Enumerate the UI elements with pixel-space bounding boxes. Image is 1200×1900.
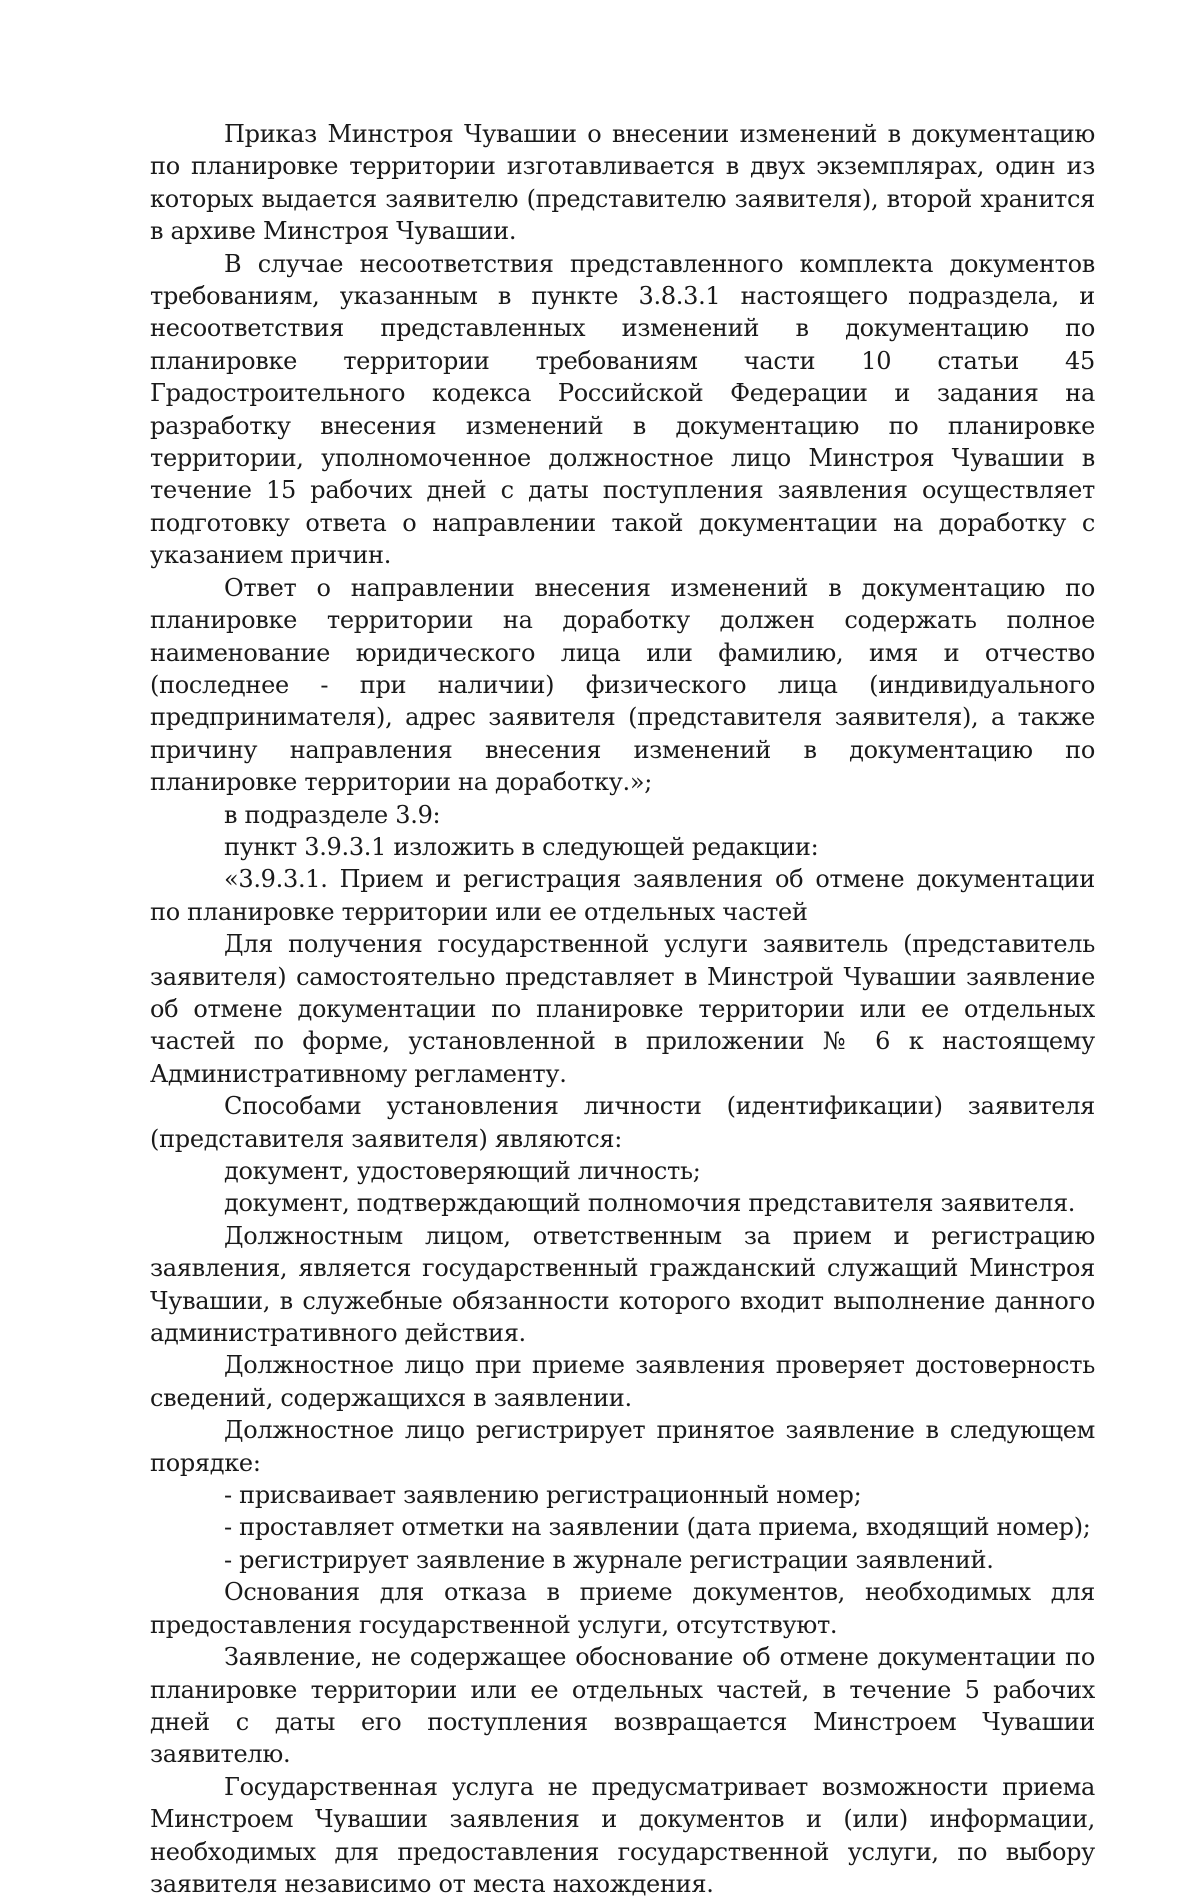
document-page — [150, 118, 1095, 1900]
list-item-register-journal: - регистрирует заявление в журнале регистрации заявлений. — [224, 1545, 994, 1574]
paragraph-subsection-3-9: в подразделе 3.9: — [224, 800, 441, 829]
paragraph-return-application: Заявление, не содержащее обоснование об отмене документации по планировке территории или ее отдельных частей, в течение 5 рабочих дней с даты его поступления возвращается Минстроем Чувашии заявителю. — [150, 1643, 1095, 1769]
paragraph-order-copies: Приказ Минстроя Чувашии о внесении изменений в документацию по планировке территории изготавливается в двух экземплярах, один из которых выдается заявителю (представителю заявителя), второй хранится в архиве Минстроя Чувашии. — [150, 120, 1095, 246]
paragraph-extraterritorial: Государственная услуга не предусматривает возможности приема Минстроем Чувашии заявления и документов и (или) информации, необходимых для предоставления государственной услуги, по выбору заявителя независимо от места нахождения. — [150, 1772, 1095, 1898]
paragraph-item-heading: «3.9.3.1. Прием и регистрация заявления об отмене документации по планировке территории или ее отдельных частей — [150, 865, 1095, 926]
paragraph-identification-methods: Способами установления личности (идентификации) заявителя (представителя заявителя) являются: — [150, 1092, 1095, 1153]
paragraph-responsible-official: Должностным лицом, ответственным за прием и регистрацию заявления, является государственный гражданский служащий Минстроя Чувашии, в служебные обязанности которого входит выполнение данного административного действия. — [150, 1221, 1095, 1348]
paragraph-verification: Должностное лицо при приеме заявления проверяет достоверность сведений, содержащихся в заявлении. — [150, 1351, 1095, 1412]
list-item-assign-number: - присваивает заявлению регистрационный номер; — [224, 1481, 862, 1510]
paragraph-registration-order: Должностное лицо регистрирует принятое заявление в следующем порядке: — [150, 1416, 1095, 1477]
paragraph-response-content: Ответ о направлении внесения изменений в документацию по планировке территории на доработку должен содержать полное наименование юридического лица или фамилию, имя и отчество (последнее - при наличии) физического лица (индивидуального предпринимателя), адрес заявителя (представителя заявителя), а также причину направления внесения изменений в документацию по планировке территории на доработку.»; — [150, 573, 1095, 797]
paragraph-nonconformity: В случае несоответствия представленного комплекта документов требованиям, указанным в пункте 3.8.3.1 настоящего подраздела, и несоответствия представленных изменений в документацию по планировке территории требованиям части 10 статьи 45 Градостроительного кодекса Российской Федерации и задания на разработку внесения изменений в документацию по планировке территории, уполномоченное должностное лицо Минстроя Чувашии в течение 15 рабочих дней с даты поступления заявления осуществляет подготовку ответа о направлении такой документации на доработку с указанием причин. — [150, 249, 1095, 570]
list-item-mark-application: - проставляет отметки на заявлении (дата приема, входящий номер); — [224, 1513, 1091, 1542]
list-item-identity-document: документ, удостоверяющий личность; — [224, 1157, 701, 1185]
paragraph-item-3-9-3-1: пункт 3.9.3.1 изложить в следующей редакции: — [224, 832, 819, 861]
paragraph-application-submission: Для получения государственной услуги заявитель (представитель заявителя) самостоятельно представляет в Минстрой Чувашии заявление об отмене документации по планировке территории или ее отдельных частей по форме, установленной в приложении № 6 к настоящему Административному регламенту. — [150, 930, 1095, 1088]
list-item-authority-document: документ, подтверждающий полномочия представителя заявителя. — [224, 1189, 1076, 1218]
paragraph-no-refusal-grounds: Основания для отказа в приеме документов, необходимых для предоставления государственной услуги, отсутствуют. — [150, 1578, 1095, 1639]
